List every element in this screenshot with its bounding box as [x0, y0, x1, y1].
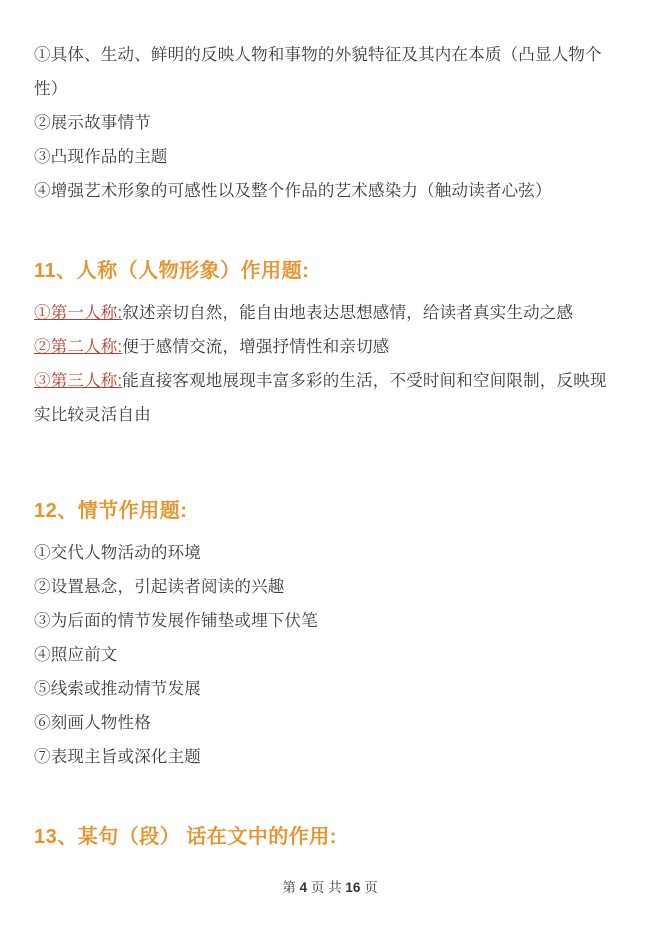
list-item: ④增强艺术形象的可感性以及整个作品的艺术感染力（触动读者心弦） [34, 182, 552, 200]
section-heading: 13、某句（段） 话在文中的作用: [34, 826, 337, 848]
list-item: ④照应前文 [34, 646, 118, 664]
list-item: ②设置悬念，引起读者阅读的兴趣 [34, 578, 285, 596]
list-item [34, 364, 616, 432]
spacer [34, 288, 616, 296]
spacer [34, 528, 616, 536]
footer-current-page: 4 [299, 880, 308, 895]
footer-prefix: 第 [282, 880, 296, 895]
list-item: ②展示故事情节 [34, 114, 151, 132]
page-footer [0, 876, 660, 896]
footer-total-pages: 16 [345, 880, 361, 895]
spacer [34, 432, 616, 478]
footer-middle: 页 共 [310, 880, 342, 895]
list-item: ⑥刻画人物性格 [34, 714, 151, 732]
spacer [34, 208, 616, 254]
spacer [34, 774, 616, 804]
section-heading: 11、人称（人物形象）作用题: [34, 260, 310, 282]
section-plot-function [34, 494, 616, 774]
list-item: ③凸现作品的主题 [34, 148, 168, 166]
list-item: ⑤线索或推动情节发展 [34, 680, 201, 698]
intro-list [34, 38, 616, 208]
section-person-perspective [34, 254, 616, 432]
marked-label: ③第三人称: [34, 372, 123, 390]
footer-suffix: 页 [364, 880, 378, 895]
list-item: ③为后面的情节发展作铺垫或埋下伏笔 [34, 612, 318, 630]
spacer [34, 804, 616, 820]
marked-label: ①第一人称: [34, 304, 123, 322]
marked-label: ②第二人称: [34, 338, 123, 356]
section-sentence-function [34, 820, 616, 854]
list-item-text: 便于感情交流，增强抒情性和亲切感 [122, 338, 390, 356]
section-heading: 12、情节作用题: [34, 500, 188, 522]
list-item-text: 叙述亲切自然，能自由地表达思想感情，给读者真实生动之感 [122, 304, 574, 322]
list-item: ①交代人物活动的环境 [34, 544, 201, 562]
list-item: ①具体、生动、鲜明的反映人物和事物的外貌特征及其内在本质（凸显人物个性） [34, 46, 602, 98]
list-item [34, 330, 616, 364]
list-item [34, 296, 616, 330]
list-item-text: 能直接客观地展现丰富多彩的生活，不受时间和空间限制，反映现实比较灵活自由 [34, 372, 607, 424]
list-item: ⑦表现主旨或深化主题 [34, 748, 201, 766]
spacer [34, 478, 616, 494]
